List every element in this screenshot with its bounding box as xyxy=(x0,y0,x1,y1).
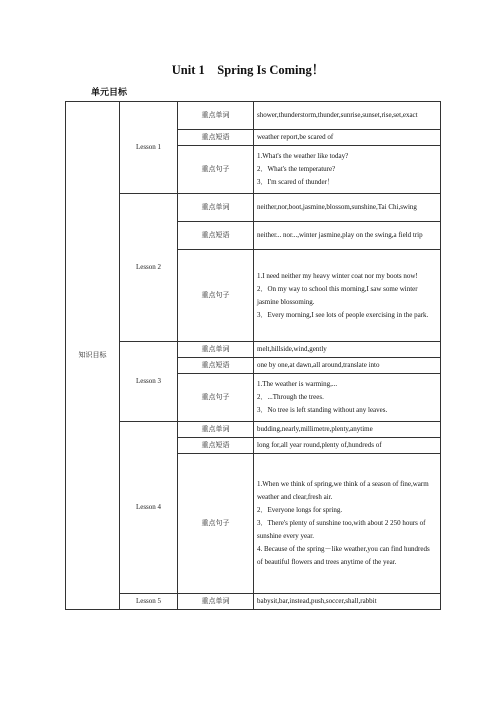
lesson-5-words: babysit,bar,instead,push,soccer,shall,rabbit xyxy=(254,594,441,610)
type-sentences: 重点句子 xyxy=(178,454,254,594)
table-row xyxy=(66,342,441,358)
lesson-3-phrases: one by one,at dawn,all around,translate into xyxy=(254,358,441,374)
lesson-2-words: neither,nor,boot,jasmine,blossom,sunshine,Tai Chi,swing xyxy=(254,194,441,222)
sentence: 3．There's plenty of sunshine too,with about 2 250 hours of sunshine every year. xyxy=(257,519,426,540)
table-row xyxy=(66,102,441,130)
type-words: 重点单词 xyxy=(178,594,254,610)
lesson-3-name: Lesson 3 xyxy=(120,342,178,422)
type-words: 重点单词 xyxy=(178,342,254,358)
sentence: 1.What's the weather like today? xyxy=(257,152,349,160)
type-phrases: 重点短语 xyxy=(178,438,254,454)
lesson-4-phrases: long for,all year round,plenty of,hundreds of xyxy=(254,438,441,454)
table-row xyxy=(66,194,441,222)
lesson-2-name: Lesson 2 xyxy=(120,194,178,342)
lesson-4-name: Lesson 4 xyxy=(120,422,178,594)
sentence: 2．...Through the trees. xyxy=(257,393,324,401)
type-sentences: 重点句子 xyxy=(178,146,254,194)
sentence: 1.I need neither my heavy winter coat nor my boots now! xyxy=(257,271,418,280)
table-row xyxy=(66,594,441,610)
lesson-2-phrases: neither... nor...,winter jasmine,play on the swing,a field trip xyxy=(254,222,441,250)
lesson-5-name: Lesson 5 xyxy=(120,594,178,610)
type-words: 重点单词 xyxy=(178,194,254,222)
type-sentences: 重点句子 xyxy=(178,374,254,422)
lesson-4-sentences xyxy=(254,454,441,594)
sentence: 1.The weather is warming,... xyxy=(257,380,338,388)
page-title: Unit 1 Spring Is Coming！ xyxy=(171,63,325,77)
unit-goals-table xyxy=(65,101,441,610)
type-phrases: 重点短语 xyxy=(178,130,254,146)
lesson-3-sentences xyxy=(254,374,441,422)
type-words: 重点单词 xyxy=(178,102,254,130)
sentence: 2．Everyone longs for spring. xyxy=(257,506,343,514)
lesson-2-sentences xyxy=(254,250,441,342)
category-cell: 知识目标 xyxy=(66,102,120,610)
lesson-1-phrases: weather report,be scared of xyxy=(254,130,441,146)
table-row xyxy=(66,422,441,438)
lesson-1-sentences xyxy=(254,146,441,194)
section-heading: 单元目标 xyxy=(91,88,128,98)
type-words: 重点单词 xyxy=(178,422,254,438)
type-phrases: 重点短语 xyxy=(178,358,254,374)
lesson-4-words: budding,nearly,millimetre,plenty,anytime xyxy=(254,422,441,438)
type-phrases: 重点短语 xyxy=(178,222,254,250)
sentence: 3．No tree is left standing without any leaves. xyxy=(257,406,388,414)
sentence: 3．I'm scared of thunder！ xyxy=(257,178,334,186)
lesson-1-name: Lesson 1 xyxy=(120,102,178,194)
lesson-1-words: shower,thunderstorm,thunder,sunrise,sunset,rise,set,exact xyxy=(254,102,441,130)
sentence: 2．On my way to school this morning,I saw some winter jasmine blossoming. xyxy=(257,284,418,306)
sentence: 3．Every morning,I see lots of people exercising in the park. xyxy=(257,310,429,319)
lesson-3-words: melt,hillside,wind,gently xyxy=(254,342,441,358)
sentence: 2．What's the temperature? xyxy=(257,165,336,173)
type-sentences: 重点句子 xyxy=(178,250,254,342)
sentence: 1.When we think of spring,we think of a season of fine,warm weather and clear,fresh air. xyxy=(257,480,429,501)
sentence: 4. Because of the spring－like weather,you can find hundreds of beautiful flowers and trees anytime of the year. xyxy=(257,545,430,566)
